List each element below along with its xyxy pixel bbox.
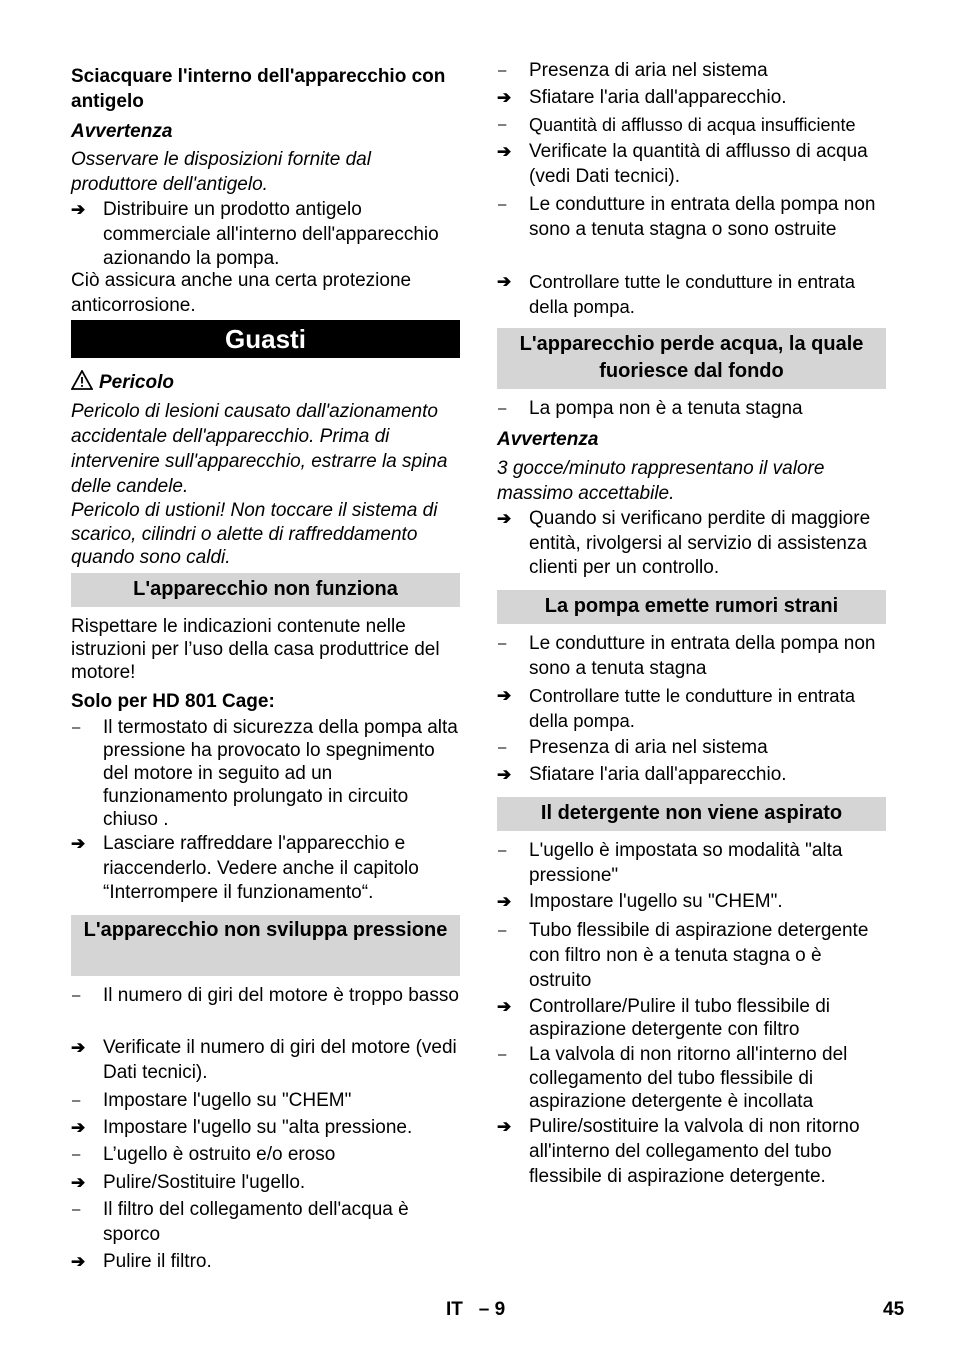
instruction-item xyxy=(71,198,460,272)
fault-item xyxy=(497,839,886,888)
note-label: Avvertenza xyxy=(497,429,599,450)
section-heading: L'apparecchio non sviluppa pressione xyxy=(71,915,460,976)
instruction-item xyxy=(497,684,886,733)
arrow-icon: ➔ xyxy=(497,142,512,161)
dash-marker: – xyxy=(72,1092,81,1109)
dash-marker: – xyxy=(498,62,507,79)
fault-text: L’ugello è ostruito e/o eroso xyxy=(103,1144,336,1165)
instruction-item xyxy=(71,1171,460,1196)
instruction-item xyxy=(497,507,886,581)
dash-marker: – xyxy=(72,719,81,736)
instruction-item xyxy=(71,832,460,906)
fault-text: Il termostato di sicurezza della pompa alta pressione ha provocato lo spegnimento del motore in seguito ad un funzionamento prolungato in circuito chiuso . xyxy=(103,717,458,830)
fault-text: L'ugello è impostata so modalità "alta pressione" xyxy=(529,840,843,886)
instruction-item xyxy=(497,763,886,788)
dash-marker: – xyxy=(498,842,507,859)
note-label: Avvertenza xyxy=(71,121,173,142)
page-footer-code: IT – 9 xyxy=(446,1299,506,1320)
arrow-icon: ➔ xyxy=(497,686,512,705)
fault-item xyxy=(71,1198,460,1247)
arrow-icon: ➔ xyxy=(497,272,512,291)
fault-item xyxy=(497,397,886,422)
instruction-text: Controllare/Pulire il tubo flessibile di aspirazione detergente con filtro xyxy=(529,996,830,1040)
arrow-icon: ➔ xyxy=(497,1117,512,1136)
dash-marker: – xyxy=(498,635,507,652)
section-heading: Il detergente non viene aspirato xyxy=(497,797,886,831)
result-text: Ciò assicura anche una certa protezione anticorrosione. xyxy=(71,270,412,316)
instruction-text: Lasciare raffreddare l'apparecchio e riaccenderlo. Vedere anche il capitolo “Interrompere il funzionamento“. xyxy=(103,833,419,903)
arrow-icon: ➔ xyxy=(71,1173,86,1192)
fault-text: La valvola di non ritorno all'interno del collegamento del tubo flessibile di aspirazione detergente è incollata xyxy=(529,1044,848,1112)
dash-marker: – xyxy=(498,739,507,756)
danger-text: Pericolo di ustioni! Non toccare il sistema di scarico, cilindri o alette di raffreddamento quando sono caldi. xyxy=(71,500,438,568)
instruction-text: Pulire il filtro. xyxy=(103,1251,212,1272)
note-text: 3 gocce/minuto rappresentano il valore massimo accettabile. xyxy=(497,458,825,504)
instruction-item xyxy=(71,1036,460,1085)
instruction-text: Distribuire un prodotto antigelo commerciale all'interno dell'apparecchio azionando la pompa. xyxy=(103,199,439,269)
instruction-text: Impostare l'ugello su "CHEM". xyxy=(529,891,783,912)
fault-item xyxy=(71,716,460,831)
dash-marker: – xyxy=(72,1201,81,1218)
section-heading: Sciacquare l'interno dell'apparecchio con antigelo xyxy=(71,66,446,112)
arrow-icon: ➔ xyxy=(71,834,86,853)
arrow-icon: ➔ xyxy=(71,1252,86,1271)
dash-marker: – xyxy=(498,196,507,213)
fault-item xyxy=(497,736,886,761)
fault-text: Presenza di aria nel sistema xyxy=(529,737,768,758)
fault-item xyxy=(497,632,886,681)
fault-text: Il filtro del collegamento dell'acqua è sporco xyxy=(103,1199,409,1245)
sub-heading: Solo per HD 801 Cage: xyxy=(71,691,275,712)
chapter-heading: Guasti xyxy=(71,320,460,358)
warning-triangle-icon xyxy=(71,370,93,398)
fault-item xyxy=(497,193,886,242)
dash-marker: – xyxy=(72,1146,81,1163)
fault-text: La pompa non è a tenuta stagna xyxy=(529,398,803,419)
fault-item xyxy=(497,113,886,138)
instruction-text: Verificate la quantità di afflusso di acqua (vedi Dati tecnici). xyxy=(529,141,868,187)
danger-label-row xyxy=(71,370,460,398)
dash-marker: – xyxy=(498,922,507,939)
danger-label: Pericolo xyxy=(99,372,174,393)
instruction-text: Pulire/Sostituire l'ugello. xyxy=(103,1172,306,1193)
fault-item xyxy=(497,918,886,993)
instruction-text: Sfiatare l'aria dall'apparecchio. xyxy=(529,764,787,785)
instruction-item xyxy=(497,270,886,319)
arrow-icon: ➔ xyxy=(497,765,512,784)
fault-item xyxy=(71,984,460,1009)
instruction-text: Quando si verificano perdite di maggiore entità, rivolgersi al servizio di assistenza clienti per un controllo. xyxy=(529,508,871,578)
fault-text: Le condutture in entrata della pompa non sono a tenuta stagna xyxy=(529,633,876,679)
instruction-item xyxy=(71,1116,460,1141)
fault-text: Impostare l'ugello su "CHEM" xyxy=(103,1090,352,1111)
fault-text: Quantità di afflusso di acqua insufficiente xyxy=(529,115,856,135)
section-heading: La pompa emette rumori strani xyxy=(497,590,886,624)
arrow-icon: ➔ xyxy=(497,892,512,911)
fault-item xyxy=(497,59,886,84)
fault-text: Presenza di aria nel sistema xyxy=(529,60,768,81)
arrow-icon: ➔ xyxy=(71,200,86,219)
fault-text: Il numero di giri del motore è troppo basso xyxy=(103,985,459,1006)
arrow-icon: ➔ xyxy=(497,88,512,107)
arrow-icon: ➔ xyxy=(71,1038,86,1057)
dash-marker: – xyxy=(498,400,507,417)
danger-text: Pericolo di lesioni causato dall'azionamento accidentale dell'apparecchio. Prima di intervenire sull'apparecchio, estrarre la spina delle candele. xyxy=(71,401,448,497)
section-heading: L'apparecchio perde acqua, la quale fuoriesce dal fondo xyxy=(497,328,886,389)
fault-text: Tubo flessibile di aspirazione detergente con filtro non è a tenuta stagna o è ostruito xyxy=(529,920,869,991)
page-number: 45 xyxy=(883,1299,905,1320)
instruction-text: Impostare l'ugello su "alta pressione. xyxy=(103,1117,413,1138)
intro-text: Rispettare le indicazioni contenute nelle istruzioni per l’uso della casa produttrice del motore! xyxy=(71,616,440,683)
arrow-icon: ➔ xyxy=(497,509,512,528)
instruction-text: Verificate il numero di giri del motore (vedi Dati tecnici). xyxy=(103,1037,457,1083)
instruction-item xyxy=(497,1114,886,1189)
section-heading: L'apparecchio non funziona xyxy=(71,573,460,607)
instruction-text: Sfiatare l'aria dall'apparecchio. xyxy=(529,87,787,108)
dash-marker: – xyxy=(498,1046,507,1063)
instruction-text: Controllare tutte le condutture in entrata della pompa. xyxy=(529,685,855,731)
instruction-item xyxy=(497,140,886,189)
fault-item xyxy=(71,1143,460,1168)
dash-marker: – xyxy=(498,116,507,133)
instruction-item xyxy=(497,995,886,1041)
instruction-item xyxy=(497,86,886,111)
instruction-text: Controllare tutte le condutture in entrata della pompa. xyxy=(529,271,855,317)
dash-marker: – xyxy=(72,987,81,1004)
arrow-icon: ➔ xyxy=(71,1118,86,1137)
fault-item xyxy=(71,1089,460,1114)
arrow-icon: ➔ xyxy=(497,997,512,1016)
instruction-text: Pulire/sostituire la valvola di non ritorno all'interno del collegamento del tubo flessibile di aspirazione detergente. xyxy=(529,1116,860,1187)
instruction-item xyxy=(497,890,886,915)
instruction-item xyxy=(71,1250,460,1275)
fault-item xyxy=(497,1043,886,1114)
note-text: Osservare le disposizioni fornite dal produttore dell'antigelo. xyxy=(71,149,371,195)
fault-text: Le condutture in entrata della pompa non sono a tenuta stagna o sono ostruite xyxy=(529,194,876,240)
